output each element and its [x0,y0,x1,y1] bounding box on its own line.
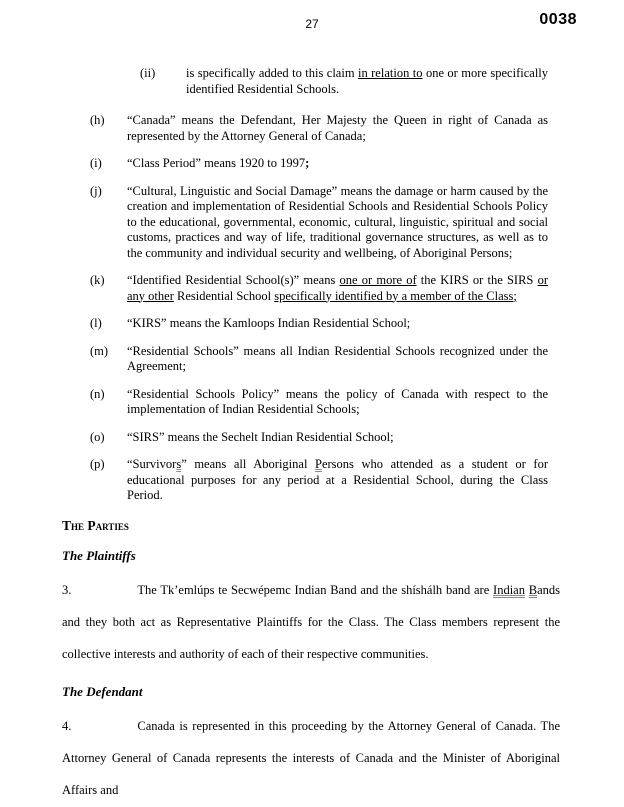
text-segment: “SIRS” means the Sechelt Indian Residential School; [127,429,394,444]
edit-marked-text: Indian [493,582,525,597]
definition-text [127,156,548,172]
definition-label: (m) [90,343,109,358]
definition-text [186,66,548,97]
subsection-heading-defendant: The Defendant [62,683,143,699]
definition-text [127,113,548,144]
underlined-text: one or more of [339,273,417,287]
definition-label: (n) [90,386,105,401]
bold-text: ; [305,156,310,170]
text-segment: “Canada” means the Defendant, Her Majesty the Queen in right of Canada as represented by the Attorney General of Canada; [127,113,548,143]
definition-item-o [90,430,548,446]
definition-item-i [90,156,548,172]
edit-marked-text: B [528,582,538,597]
page-number: 27 [305,17,319,31]
edit-marked-text: s [176,457,182,471]
text-segment: Residential School [173,288,275,303]
document-content [0,66,624,806]
text-segment: Canada is represented in this proceeding by the Attorney General of Canada. The Attorney General of Canada represents the interests of Canada and the Minister of Aboriginal Affairs and [62,718,560,797]
numbered-paragraph-3 [62,574,560,670]
underlined-text: specifically identified by a member of the Class; [274,288,517,303]
definition-item-n [90,387,548,418]
definition-item-j [90,184,548,262]
definition-text [127,430,548,446]
definition-item-ii [140,66,548,97]
text-segment: “Survivor [127,457,177,471]
underlined-text: in relation to [357,66,423,80]
definition-label: (k) [90,273,105,287]
underlined-text: or any other [127,273,548,303]
text-segment: “Cultural, Linguistic and Social Damage” means the damage or harm caused by the creation and implementation of Residential Schools and Residential Schools Policy to the educational, governmental, economic, cultural, linguistic, spiritual and social customs, practices and way of life, traditional governance structures, as well as to the community and individual security and wellbeing, of Aboriginal Persons; [127,183,548,260]
text-segment: ersons who attended as a student or for educational purposes for any period at a Residential School, during the Class Period. [127,457,548,502]
subsection-heading-plaintiffs: The Plaintiffs [62,547,136,563]
definition-label: (h) [90,113,105,127]
text-segment: is specifically added to this claim [186,66,358,80]
edit-marked-text: P [315,457,322,471]
definition-label: (ii) [140,66,156,80]
definition-text [127,387,548,418]
definition-text [127,457,548,504]
text-segment: “Class Period” means 1920 to 1997 [127,156,306,170]
paragraph-number: 4. [62,718,72,733]
definition-label: (i) [90,156,102,170]
text-segment: “Residential Schools” means all Indian Residential Schools recognized under the Agreement; [127,343,548,373]
text-segment: “Residential Schools Policy” means the policy of Canada with respect to the implementation of Indian Residential Schools; [127,386,548,416]
definition-label: (o) [90,429,105,444]
text-segment: “KIRS” means the Kamloops Indian Residential School; [127,316,411,330]
text-segment: “Identified Residential School(s)” means [127,273,340,287]
definition-label: (j) [90,183,102,198]
definition-label: (p) [90,457,105,471]
bates-stamp: 0038 [539,11,577,28]
definition-item-p [90,457,548,504]
section-heading-the-parties: The Parties [62,517,129,533]
text-segment: ” means all Aboriginal [181,457,316,471]
numbered-paragraph-4 [62,710,560,806]
definition-text [127,273,548,304]
definition-item-l [90,316,548,332]
text-segment: one or more specifically identified Residential Schools. [186,66,549,96]
definition-item-h [90,113,548,144]
text-segment: ands and they both act as Representative Plaintiffs for the Class. The Class members represent the collective interests and authority of each of their respective communities. [62,582,560,661]
definition-text [127,184,548,262]
paragraph-number: 3. [62,582,72,597]
definition-text [127,344,548,375]
definition-text [127,316,548,332]
definition-label: (l) [90,316,102,330]
definition-item-k [90,273,548,304]
definition-item-m [90,344,548,375]
text-segment: the KIRS or the SIRS [416,273,538,287]
text-segment: The Tk’emlúps te Secwépemc Indian Band and the shíshálh band are [137,582,494,597]
